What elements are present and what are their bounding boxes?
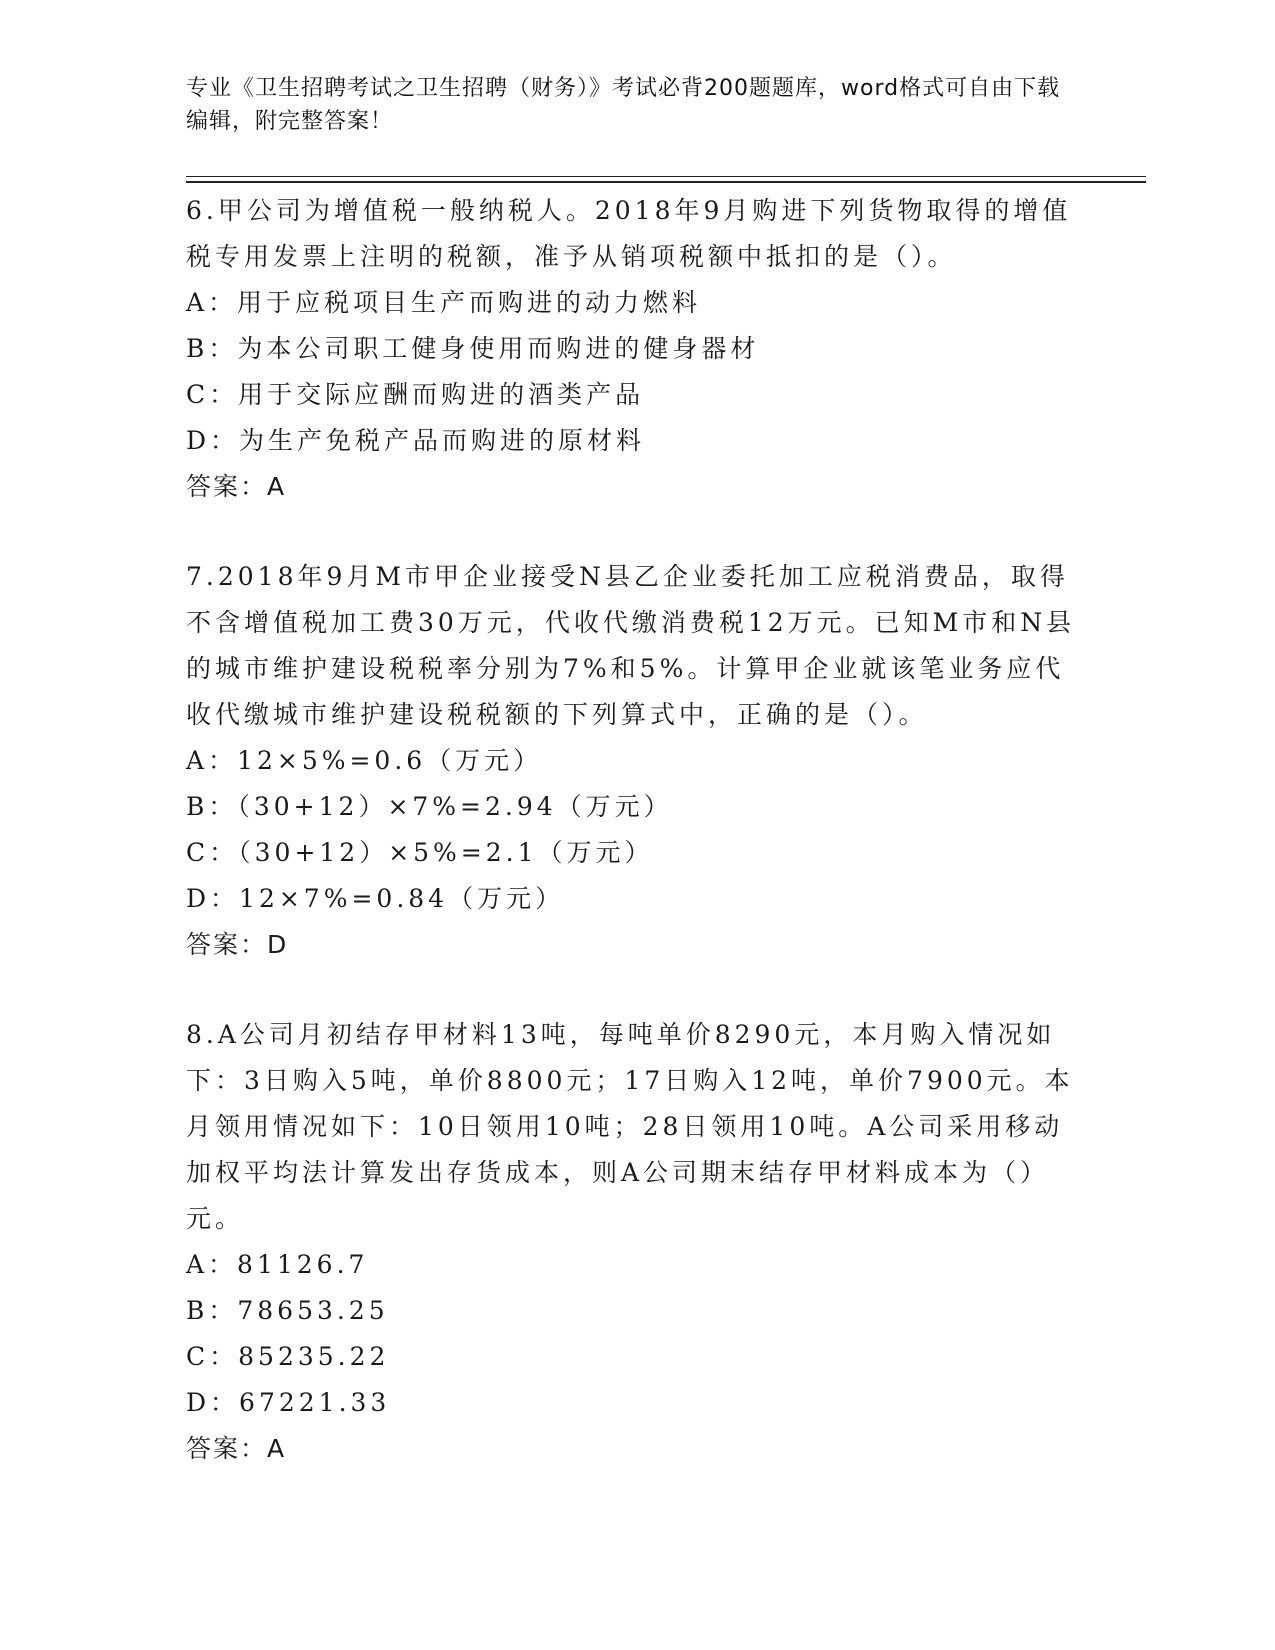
answer: 答案：A <box>186 1434 287 1463</box>
option-c: C：85235.22 <box>186 1342 390 1371</box>
option-d: D：为生产免税产品而购进的原材料 <box>186 426 646 455</box>
question-stem: 6.甲公司为增值税一般纳税人。2018年9月购进下列货物取得的增值税专用发票上注明的税额，准予从销项税额中抵扣的是（）。 <box>186 196 1072 271</box>
question-spacer <box>186 968 1076 1012</box>
option-c: C：用于交际应酬而购进的酒类产品 <box>186 380 645 409</box>
option-d: D：12×7%=0.84（万元） <box>186 884 565 913</box>
option-b: B：（30+12）×7%=2.94（万元） <box>186 792 673 821</box>
option-a: A：用于应税项目生产而购进的动力燃料 <box>186 288 702 317</box>
header-divider-thin <box>186 176 1146 177</box>
option-a: A：81126.7 <box>186 1250 369 1279</box>
option-b: B：78653.25 <box>186 1296 389 1325</box>
option-c: C：（30+12）×5%=2.1（万元） <box>186 838 654 867</box>
option-d: D：67221.33 <box>186 1388 391 1417</box>
question-stem: 7.2018年9月M市甲企业接受N县乙企业委托加工应税消费品，取得不含增值税加工费30万元，代收代缴消费税12万元。已知M市和N县的城市维护建设税税率分别为7%和5%。计算甲企业就该笔业务应代收代缴城市维护建设税税额的下列算式中，正确的是（）。 <box>186 562 1076 729</box>
header-divider-thick <box>186 181 1146 183</box>
option-a: A：12×5%=0.6（万元） <box>186 746 543 775</box>
question-spacer <box>186 510 1076 554</box>
question-8 <box>186 1012 1076 1472</box>
option-b: B：为本公司职工健身使用而购进的健身器材 <box>186 334 760 363</box>
question-list <box>186 188 1076 1472</box>
answer: 答案：A <box>186 472 287 501</box>
question-7 <box>186 554 1076 968</box>
answer: 答案：D <box>186 930 289 959</box>
document-header: 专业《卫生招聘考试之卫生招聘（财务）》考试必背200题题库，word格式可自由下载编辑，附完整答案！ <box>186 76 1061 134</box>
question-6 <box>186 188 1076 510</box>
question-stem: 8.A公司月初结存甲材料13吨，每吨单价8290元，本月购入情况如下：3日购入5吨，单价8800元；17日购入12吨，单价7900元。本月领用情况如下：10日领用10吨；28日领用10吨。A公司采用移动加权平均法计算发出存货成本，则A公司期末结存甲材料成本为（）元。 <box>186 1020 1074 1233</box>
